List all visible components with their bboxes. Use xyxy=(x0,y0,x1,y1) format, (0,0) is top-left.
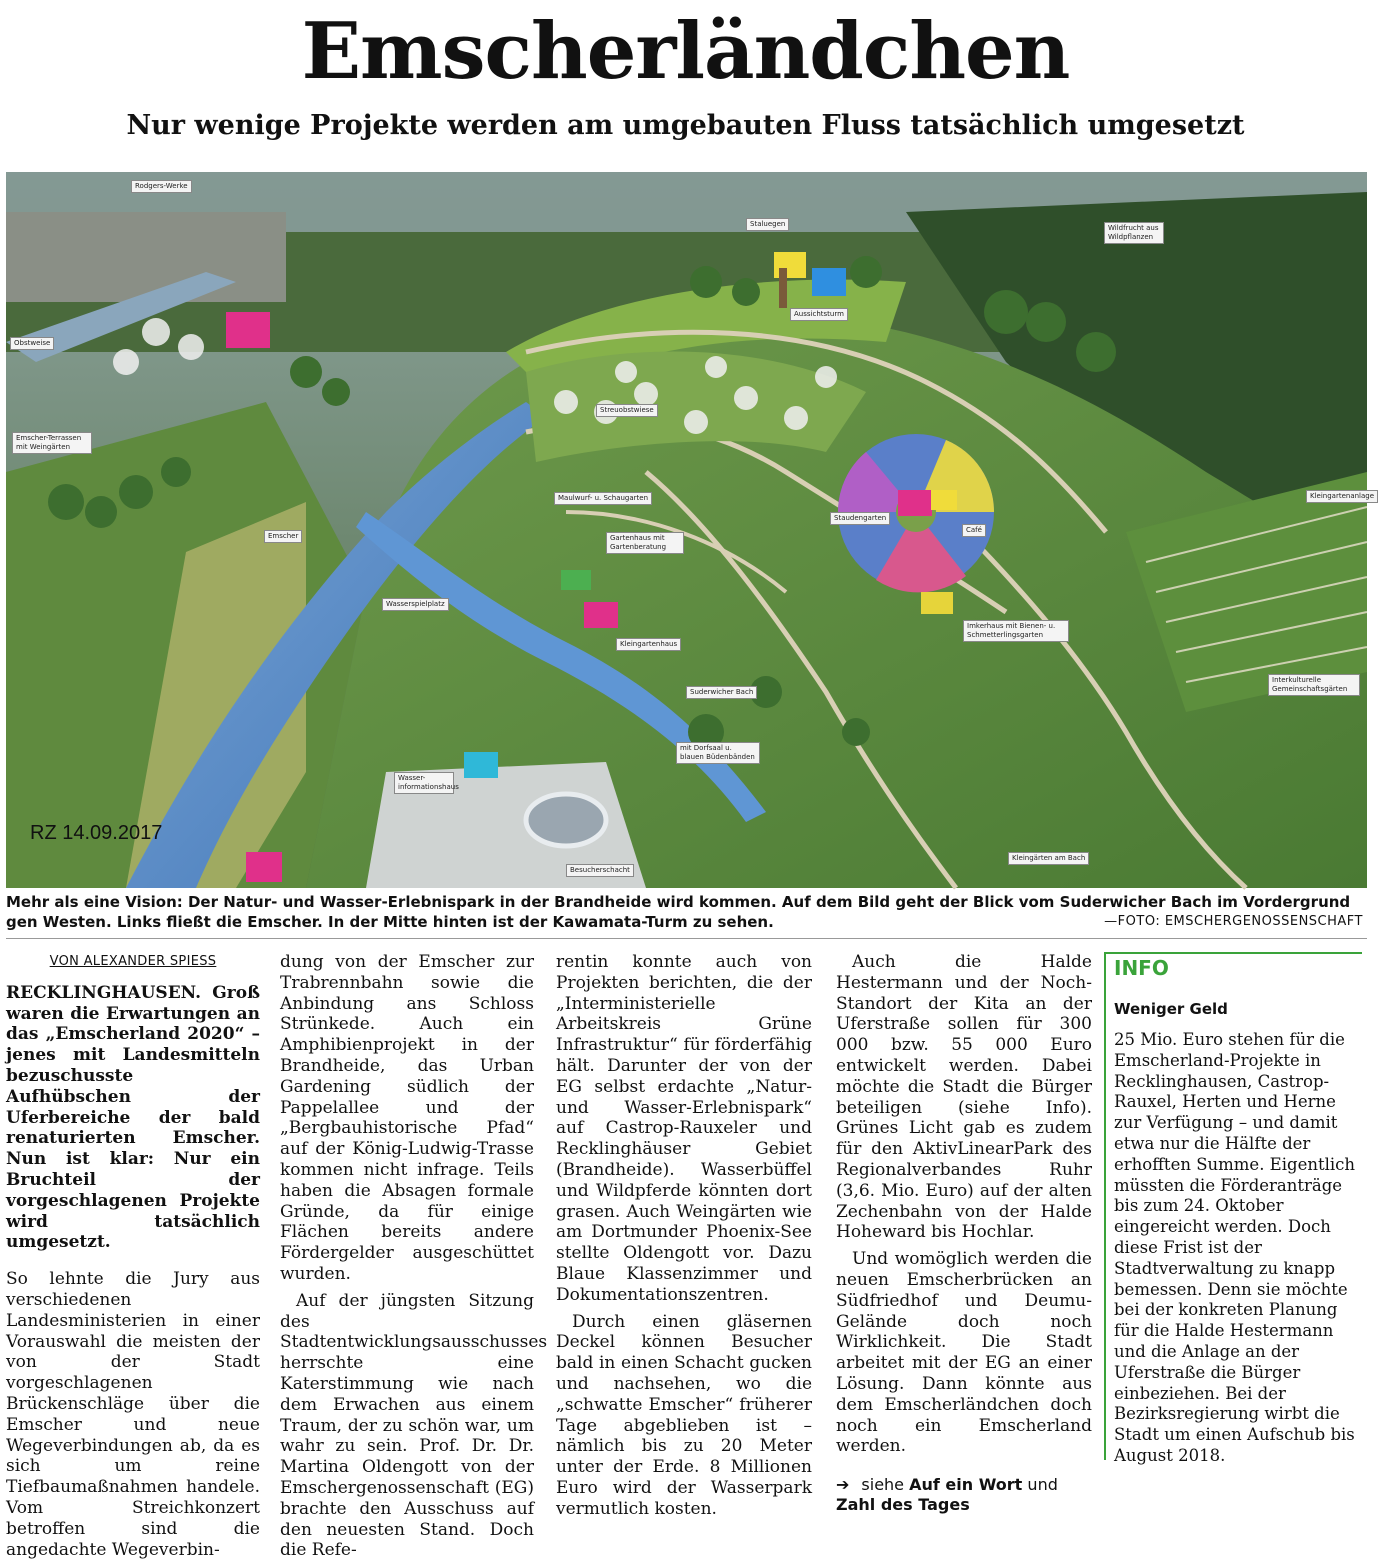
article-paragraph: dung von der Emscher zur Trabrennbahn sowie die Anbindung ans Schloss Strünkede. Auch ein Amphibienprojekt in der Brandheide, das Urban Gardening südlich der Pappelallee und der „Bergbauhistorische Pfad“ auf der König-Ludwig-Trasse kommen nicht infrage. Teils haben die Absagen formale Gründe, da für einige Flächen bereits andere Fördergelder ausgeschüttet wurden. xyxy=(280,952,534,1284)
article-column-2 xyxy=(280,952,548,1561)
info-title: INFO xyxy=(1114,956,1169,980)
see-also xyxy=(836,1475,1092,1515)
photo-label: Gartenhaus mit Gartenberatung xyxy=(606,532,684,554)
photo-label: Interkulturelle Gemeinschaftsgärten xyxy=(1268,674,1360,696)
info-box xyxy=(1104,952,1362,1465)
divider xyxy=(6,938,1367,939)
photo-label: Staluegen xyxy=(746,218,789,231)
photo-label: Wasser-informationshaus xyxy=(394,772,454,794)
photo-label: Streuobstwiese xyxy=(596,404,658,417)
article-paragraph: rentin konnte auch von Projekten berichten, die der „Interministerielle Arbeitskreis Grüne Infrastruktur“ für förderfähig hält. Darunter der von der EG selbst erdachte „Natur- und Wasser-Erlebnispark“ auf Castrop-Rauxeler und Recklinghäuser Gebiet (Brandheide). Wasserbüffel und Wildpferde könnten dort grasen. Auch Weingärten wie am Dortmunder Phoenix-See stellte Oldengott vor. Dazu Blaue Klassenzimmer und Dokumentationszentren. xyxy=(556,952,812,1305)
photo-credit: —FOTO: EMSCHERGENOSSENSCHAFT xyxy=(1104,914,1363,929)
article-column-4 xyxy=(836,952,1092,1515)
arrow-right-icon: ➔ xyxy=(836,1475,850,1495)
article-paragraph: So lehnte die Jury aus verschiedenen Landesministerien in einer Vorauswahl die meisten der von der Stadt vorgeschlagenen Brückenschläge über die Emscher und neue Wegeverbindungen ab, da es sich um reine Tiefbaumaßnahmen handele. Vom Streichkonzert betroffen sind die angedachte Wegeverbin- xyxy=(6,1269,260,1560)
photo-label: Wasserspielplatz xyxy=(382,598,449,611)
photo-label: Obstweise xyxy=(10,337,54,350)
photo-label: Aussichtsturm xyxy=(790,308,848,321)
article-paragraph: Und womöglich werden die neuen Emscherbrücken an Südfriedhof und Deumu-Gelände doch noch Wirklichkeit. Die Stadt arbeitet mit der EG an einer Lösung. Dann könnte aus dem Emscherländchen doch noch ein Emscherland werden. xyxy=(836,1249,1092,1457)
article-paragraph: Durch einen gläsernen Deckel können Besucher bald in einen Schacht gucken und nachsehen, wo die „schwatte Emscher“ früherer Tage abgeblieben ist – nämlich bis zu 20 Meter unter der Erde. 8 Millionen Euro wird der Wasserpark vermutlich kosten. xyxy=(556,1311,812,1519)
photo-label: Staudengarten xyxy=(830,512,890,525)
see-also-link-2[interactable]: Zahl des Tages xyxy=(836,1495,970,1515)
photo-label: mit Dorfsaal u. blauen Büdenbänden xyxy=(676,742,760,764)
photo-label: Kleingartenhaus xyxy=(616,638,681,651)
subheadline: Nur wenige Projekte werden am umgebauten Fluss tatsächlich umgesetzt xyxy=(126,110,1245,141)
article-lead: RECKLINGHAUSEN. Groß waren die Erwartungen an das „Emscherland 2020“ – jenes mit Landesmitteln bezuschusste Aufhübschen der Uferbereiche der bald renaturierten Emscher. Nun ist klar: Nur ein Bruchteil der vorgeschlagenen Projekte wird tatsächlich umgesetzt. xyxy=(6,982,260,1253)
photo-label: Maulwurf- u. Schaugarten xyxy=(554,492,652,505)
see-also-link-1[interactable]: Auf ein Wort xyxy=(909,1475,1023,1495)
photo-label: Kleingartenanlage xyxy=(1306,490,1378,503)
park-illustration xyxy=(6,172,1375,888)
park-illustration-drawing xyxy=(6,172,1367,888)
article-paragraph: Auch die Halde Hestermann und der Noch-Standort der Kita an der Uferstraße sollen für 300 000 bzw. 55 000 Euro entwickelt werden. Dabei möchte die Stadt die Bürger beteiligen (siehe Info). Grünes Licht gab es zudem für den AktivLinearPark des Regionalverbandes Ruhr (3,6. Mio. Euro) auf der alten Zechenbahn von der Halde Hoheward bis Hochlar. xyxy=(836,952,1092,1243)
see-also-and: und xyxy=(1027,1475,1058,1495)
photo-label: Kleingärten am Bach xyxy=(1008,852,1089,865)
photo-label: Café xyxy=(962,524,986,537)
byline: VON ALEXANDER SPIESS xyxy=(49,954,217,969)
photo-label: Emscher xyxy=(264,530,302,543)
photo-label: Suderwicher Bach xyxy=(686,686,757,699)
date-stamp: RZ 14.09.2017 xyxy=(30,822,163,844)
info-text: 25 Mio. Euro stehen für die Emscherland-Projekte in Recklinghausen, Castrop-Rauxel, Herten und Herne zur Verfügung – und damit etwa nur die Hälfte der erhofften Summe. Eigentlich müssten die Förderanträge bis zum 24. Oktober eingereicht werden. Doch diese Frist ist der Stadtverwaltung zu knapp bemessen. Denn sie möchte bei der konkreten Planung für die Halde Hestermann und die Anlage an der Uferstraße die Bürger einbeziehen. Bei der Bezirksregierung wirbt die Stadt um einen Aufschub bis August 2018. xyxy=(1114,1030,1356,1465)
article-paragraph: Auf der jüngsten Sitzung des Stadtentwicklungsausschusses herrschte eine Katerstimmung wie nach dem Erwachen aus einem Traum, der zu schön war, um wahr zu sein. Prof. Dr. Dr. Martina Oldengott von der Emschergenossenschaft (EG) brachte den Ausschuss auf den neuesten Stand. Doch die Refe- xyxy=(280,1290,548,1561)
article-column-3 xyxy=(556,952,812,1520)
photo-label: Rodgers-Werke xyxy=(131,180,192,193)
see-also-prefix: siehe xyxy=(861,1475,905,1495)
photo-caption: Mehr als eine Vision: Der Natur- und Wasser-Erlebnispark in der Brandheide wird kommen. Auf dem Bild geht der Blick vom Suderwicher Bach im Vordergrund gen Westen. Links fließt die Emscher. In der Mitte hinten ist der Kawamata-Turm zu sehen. xyxy=(6,893,1351,931)
photo-label: Imkerhaus mit Bienen- u. Schmetterlingsgarten xyxy=(963,620,1069,642)
article-column-1 xyxy=(6,952,260,1560)
headline: Emscherländchen xyxy=(301,6,1070,97)
info-subtitle: Weniger Geld xyxy=(1114,1000,1228,1018)
photo-label: Emscher-Terrassen mit Weingärten xyxy=(12,432,92,454)
photo-label: Besucherschacht xyxy=(566,864,634,877)
photo-label: Wildfrucht aus Wildpflanzen xyxy=(1104,222,1164,244)
